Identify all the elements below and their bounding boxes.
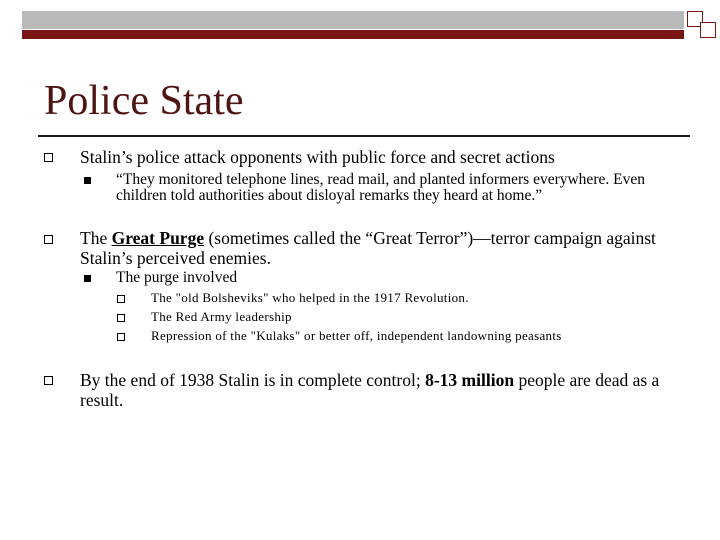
filled-square-bullet-icon [84,275,91,282]
hollow-square-bullet-icon [117,333,125,341]
filled-square-bullet-icon [84,177,91,184]
sub-bullet-1-text: The "old Bolsheviks" who helped in the 1917 Revolution. [151,290,469,305]
great-purge-emphasis: Great Purge [111,228,205,248]
hollow-square-bullet-icon [117,295,125,303]
sub-bullet-3-text: Repression of the "Kulaks" or better off, independent landowning peasants [151,328,562,343]
hollow-square-bullet-icon [117,314,125,322]
bullet-3-post: people are dead as a result. [80,370,660,410]
hollow-square-bullet-icon [44,235,53,244]
hollow-square-bullet-icon [44,153,53,162]
bullet-1-text: Stalin’s police attack opponents with public force and secret actions [80,147,555,167]
bullet-2-pre: The [80,228,112,248]
death-toll-emphasis: 8-13 million [425,370,515,390]
slide-title: Police State [44,78,244,124]
decor-square-2 [700,22,716,38]
header-band-grey [22,11,684,29]
title-divider [38,135,690,137]
hollow-square-bullet-icon [44,376,53,385]
bullet-2-1-text: The purge involved [116,269,238,286]
bullet-1-1-text: “They monitored telephone lines, read mail, and planted informers everywhere. Even children told authorities about disloyal remarks they heard at home.” [116,171,645,204]
bullet-3-pre: By the end of 1938 Stalin is in complete control; [80,370,426,390]
bullet-3-text [80,370,690,410]
header-band-red [22,30,684,39]
sub-bullet-2-text: The Red Army leadership [151,309,292,324]
bullet-2-text [80,228,690,268]
bullet-2-post: (sometimes called the “Great Terror”)—terror campaign against Stalin’s perceived enemies. [80,228,656,268]
